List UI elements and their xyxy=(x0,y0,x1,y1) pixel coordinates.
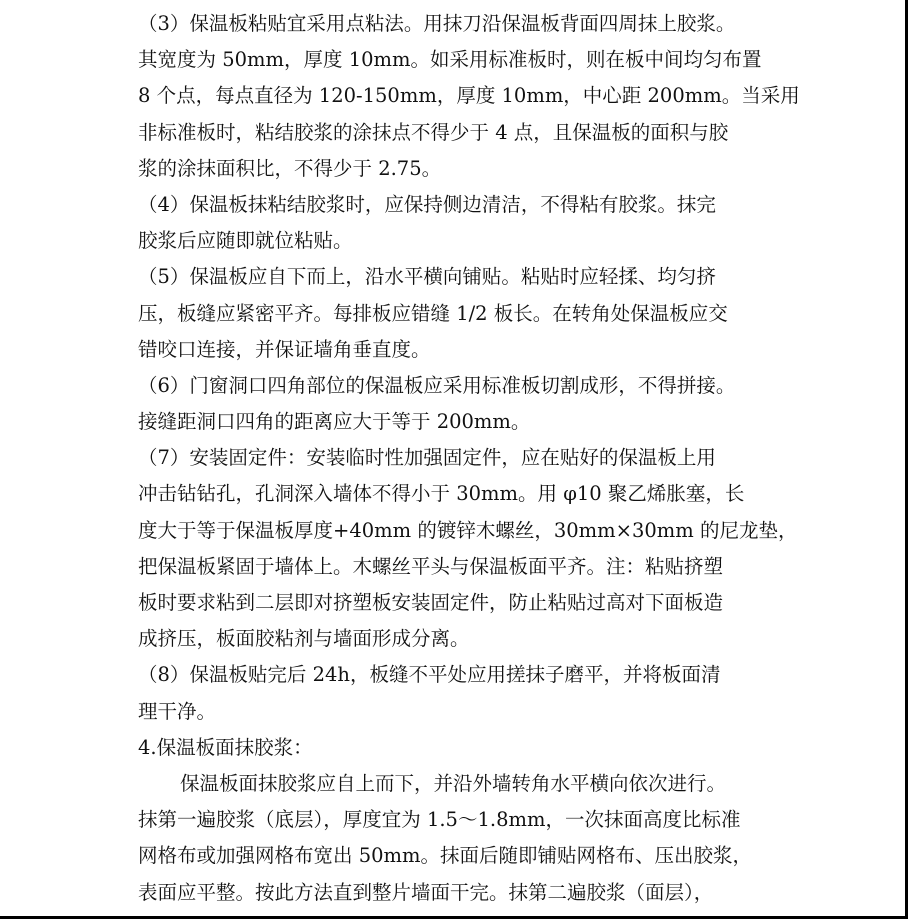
text-line: 浆的涂抹面积比，不得少于 2.75。 xyxy=(138,156,442,180)
document-body xyxy=(138,6,800,911)
text-line: 表面应平整。按此方法直到整片墙面干完。抹第二遍胶浆（面层）， xyxy=(138,880,714,904)
text-line: 把保温板紧固于墙体上。木螺丝平头与保温板面平齐。注：粘贴挤塑 xyxy=(138,554,724,578)
text-line: 度大于等于保温板厚度+40mm 的镀锌木螺丝，30mm×30mm 的尼龙垫， xyxy=(138,518,798,542)
text-line: 抹第一遍胶浆（底层），厚度宜为 1.5～1.8mm，一次抹面高度比标准 xyxy=(138,808,741,832)
text-line: 保温板面抹胶浆应自上而下，并沿外墙转角水平横向依次进行。 xyxy=(180,771,727,795)
text-line: 成挤压，板面胶粘剂与墙面形成分离。 xyxy=(138,627,470,651)
text-line: 非标准板时，粘结胶浆的涂抹点不得少于 4 点，且保温板的面积与胶 xyxy=(138,120,729,144)
text-line: （7）安装固定件：安装临时性加强固定件，应在贴好的保温板上用 xyxy=(138,446,716,470)
text-line: 接缝距洞口四角的距离应大于等于 200mm。 xyxy=(138,410,531,434)
text-line: 胶浆后应随即就位粘贴。 xyxy=(138,229,353,253)
text-line: 8 个点，每点直径为 120-150mm，厚度 10mm，中心距 200mm。当采用 xyxy=(138,84,800,108)
section-heading: 4.保温板面抹胶浆： xyxy=(138,735,313,759)
text-line: （8）保温板贴完后 24h，板缝不平处应用搓抹子磨平，并将板面清 xyxy=(138,663,721,687)
text-line: （5）保温板应自下而上，沿水平横向铺贴。粘贴时应轻揉、均匀挤 xyxy=(138,265,716,289)
text-line: 冲击钻钻孔，孔洞深入墙体不得小于 30mm。用 φ10 聚乙烯胀塞，长 xyxy=(138,482,745,506)
text-line: （6）门窗洞口四角部位的保温板应采用标准板切割成形，不得拼接。 xyxy=(138,373,736,397)
text-line: （3）保温板粘贴宜采用点粘法。用抹刀沿保温板背面四周抹上胶浆。 xyxy=(138,12,736,35)
text-line: 错咬口连接，并保证墙角垂直度。 xyxy=(138,337,431,361)
text-line: 压，板缝应紧密平齐。每排板应错缝 1/2 板长。在转角处保温板应交 xyxy=(138,301,728,325)
text-line: 网格布或加强网格布宽出 50mm。抹面后随即铺贴网格布、压出胶浆， xyxy=(138,844,752,868)
text-line: 板时要求粘到二层即对挤塑板安装固定件，防止粘贴过高对下面板造 xyxy=(138,591,724,614)
text-line: 理干净。 xyxy=(138,699,217,723)
text-line: （4）保温板抹粘结胶浆时，应保持侧边清洁，不得粘有胶浆。抹完 xyxy=(138,192,716,216)
text-line: 其宽度为 50mm，厚度 10mm。如采用标准板时，则在板中间均匀布置 xyxy=(138,48,762,72)
